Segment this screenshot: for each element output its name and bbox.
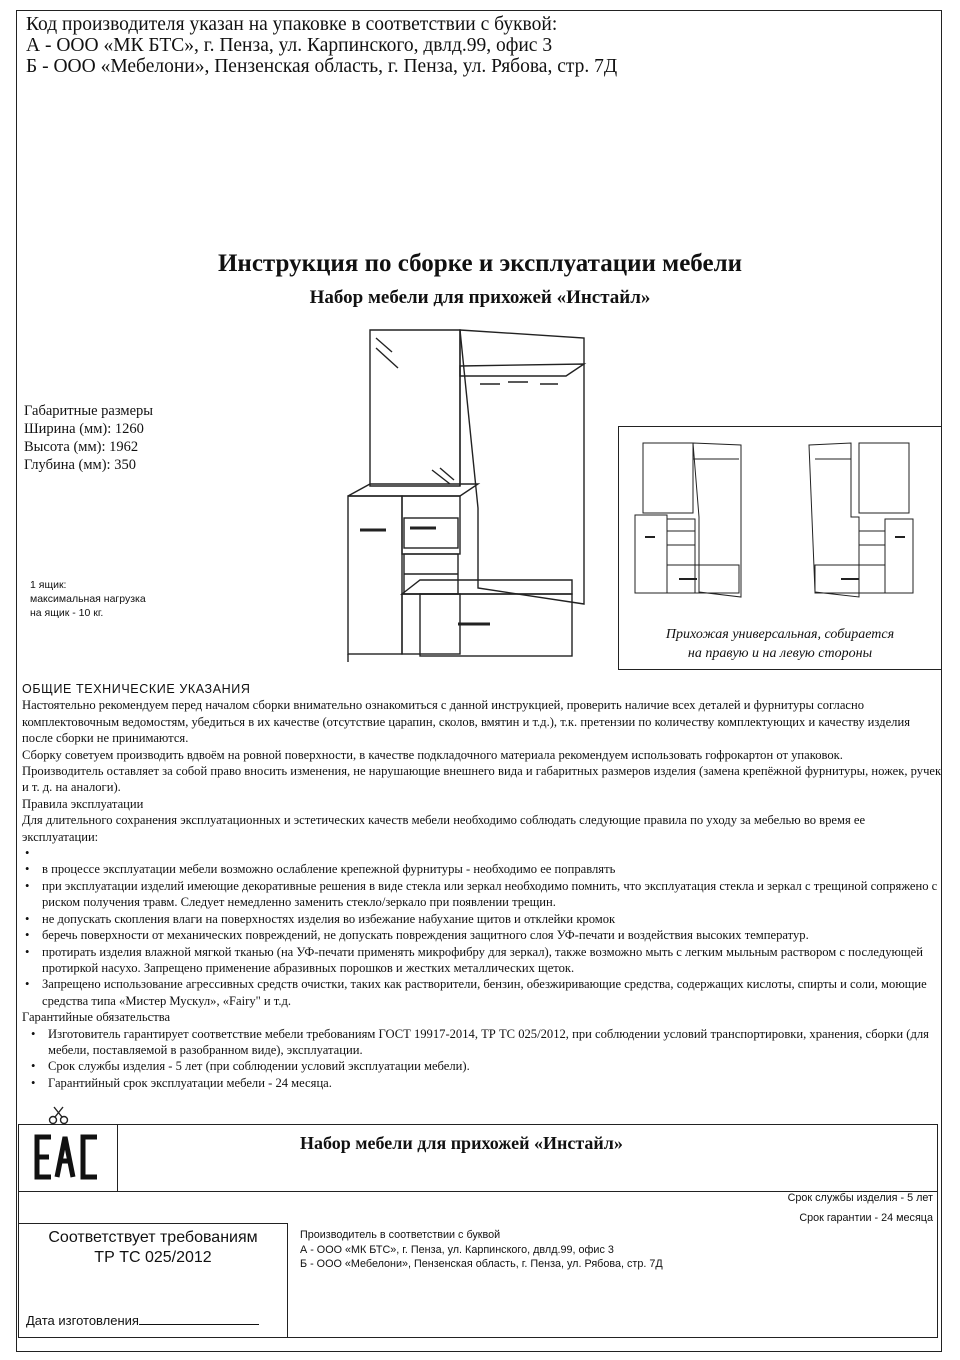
scissors-icon <box>48 1106 70 1126</box>
dimension-width: Ширина (мм): 1260 <box>24 421 144 437</box>
variant-drawings <box>619 427 939 623</box>
warranty-heading: Гарантийные обязательства <box>22 1010 171 1025</box>
caption-line: Прихожая универсальная, собирается <box>665 627 895 642</box>
label-manufacturer <box>300 1228 663 1272</box>
rules-heading: Правила эксплуатации <box>22 796 144 811</box>
date-blank-line <box>139 1312 259 1325</box>
rules-item: • Запрещено использование агрессивных средств очистки, таких как растворители, бензин, обезжиривающие средства, содержащих кислоты, спирты и соли, моющие средства типа «Мистер Мускул», «Fairy" и т.д. <box>42 976 942 1009</box>
label-divider <box>19 1191 117 1192</box>
date-label: Дата изготовления <box>26 1313 139 1328</box>
drawer-note-line: на ящик - 10 кг. <box>30 607 104 619</box>
header-line-2: А - ООО «МК БТС», г. Пенза, ул. Карпинского, двлд.99, офис 3 <box>26 35 553 56</box>
rules-item: • беречь поверхности от механических повреждений, не допускать повреждения защитного слоя УФ-печати и воздействия высоких температур. <box>42 927 942 943</box>
service-life: Срок службы изделия - 5 лет <box>787 1192 933 1204</box>
rules-item: • в процессе эксплуатации мебели возможно ослабление крепежной фурнитуры - необходимо ее поправлять <box>42 861 942 877</box>
mfr-line-b: Б - ООО «Мебелони», Пензенская область, г. Пенза, ул. Рябова, стр. 7Д <box>300 1258 663 1270</box>
eac-logo-icon <box>33 1133 103 1181</box>
hallway-furniture-drawing <box>340 318 590 668</box>
warranty-list <box>22 1026 942 1092</box>
rules-intro: Для длительного сохранения эксплуатационных и эстетических качеств мебели необходимо соблюдать следующие правила по уходу за мебелью во время ее эксплуатации: <box>22 813 866 844</box>
rules-item: • протирать изделия влажной мягкой тканью (на УФ-печати применять микрофибру для зеркал), также возможно мыть с легким мыльным раствором с последующей протиркой насухо. Запрещено применение абразивных порошков и жестких металлических щеток. <box>42 944 942 977</box>
label-terms <box>788 1188 933 1228</box>
conformity-text <box>22 1228 284 1268</box>
variant-left-drawing <box>809 443 913 597</box>
warranty-term: Срок гарантии - 24 месяца <box>799 1212 933 1224</box>
label-title: Набор мебели для прихожей «Инстайл» <box>300 1133 623 1153</box>
mfr-line-a: А - ООО «МК БТС», г. Пенза, ул. Карпинского, двлд.99, офис 3 <box>300 1243 614 1256</box>
document-subtitle: Набор мебели для прихожей «Инстайл» <box>309 287 651 308</box>
drawer-load-note <box>30 578 146 620</box>
general-heading: ОБЩИЕ ТЕХНИЧЕСКИЕ УКАЗАНИЯ <box>22 682 251 696</box>
manufacturer-header <box>26 14 617 77</box>
rules-list <box>22 845 942 1009</box>
dimension-height: Высота (мм): 1962 <box>24 439 139 455</box>
drawer-note-line: максимальная нагрузка <box>30 593 146 605</box>
document-title: Инструкция по сборке и эксплуатации мебели <box>217 250 742 277</box>
instructions-body <box>22 681 942 1091</box>
header-line-3: Б - ООО «Мебелони», Пензенская область, г. Пенза, ул. Рябова, стр. 7Д <box>26 56 618 77</box>
dimensions-heading: Габаритные размеры <box>24 403 153 419</box>
general-paragraph: Сборку советуем производить вдвоём на ровной поверхности, в качестве подкладочного материала рекомендуем использовать гофрокартон от упаковок. <box>22 747 843 762</box>
mfr-heading: Производитель в соответствии с буквой <box>300 1229 501 1241</box>
warranty-item: • Срок службы изделия - 5 лет (при соблюдении условий эксплуатации мебели). <box>48 1058 942 1074</box>
caption-line: на правую и на левую стороны <box>687 646 873 661</box>
rules-item: • не допускать скопления влаги на поверхностях изделия во избежание набухание щитов и отклейки кромок <box>42 911 942 927</box>
general-paragraph: Настоятельно рекомендуем перед началом сборки внимательно ознакомиться с данной инструкцией, проверить наличие всех деталей и фурнитуры согласно комплектовочным ведомостям, убедиться в их качестве (отсутствие царапин, сколов, вмятин и т.д.), т.к. претензии по количеству комплектующих и качеству изделия после сборки не принимаются. <box>22 698 910 746</box>
eac-logo-cell <box>19 1125 118 1192</box>
manufacture-date <box>26 1312 259 1328</box>
drawer-note-line: 1 ящик: <box>30 579 67 591</box>
conformity-line: ТР ТС 025/2012 <box>94 1249 212 1266</box>
inset-variants <box>618 426 942 670</box>
warranty-item: • Гарантийный срок эксплуатации мебели - 24 месяца. <box>48 1075 942 1091</box>
rules-item <box>42 845 942 861</box>
warranty-item: • Изготовитель гарантирует соответствие мебели требованиям ГОСТ 19917-2014, ТР ТС 025/2012, при соблюдении условий транспортировки, хранения, сборки (для мебели, поставляемой в разобранном виде), эксплуатации. <box>48 1026 942 1059</box>
rules-item: • при эксплуатации изделий имеющие декоративные решения в виде стекла или зеркал необходимо помнить, что эксплуатация стекла и зеркал с трещиной сопряжено с риском получения травм. Следует немедленно заменить стекло/зеркало при появлении трещин. <box>42 878 942 911</box>
variant-right-drawing <box>635 443 741 597</box>
header-line-1: Код производителя указан на упаковке в соответствии с буквой: <box>26 14 558 35</box>
inset-caption <box>619 625 941 663</box>
dimensions-block <box>24 402 153 474</box>
conformity-line: Соответствует требованиям <box>48 1229 258 1246</box>
general-paragraph: Производитель оставляет за собой право вносить изменения, не нарушающие внешнего вида и габаритных размеров изделия (замена крепёжной фурнитуры, ножек, ручек и т. д. на аналоги). <box>22 764 942 795</box>
dimension-depth: Глубина (мм): 350 <box>24 457 136 473</box>
